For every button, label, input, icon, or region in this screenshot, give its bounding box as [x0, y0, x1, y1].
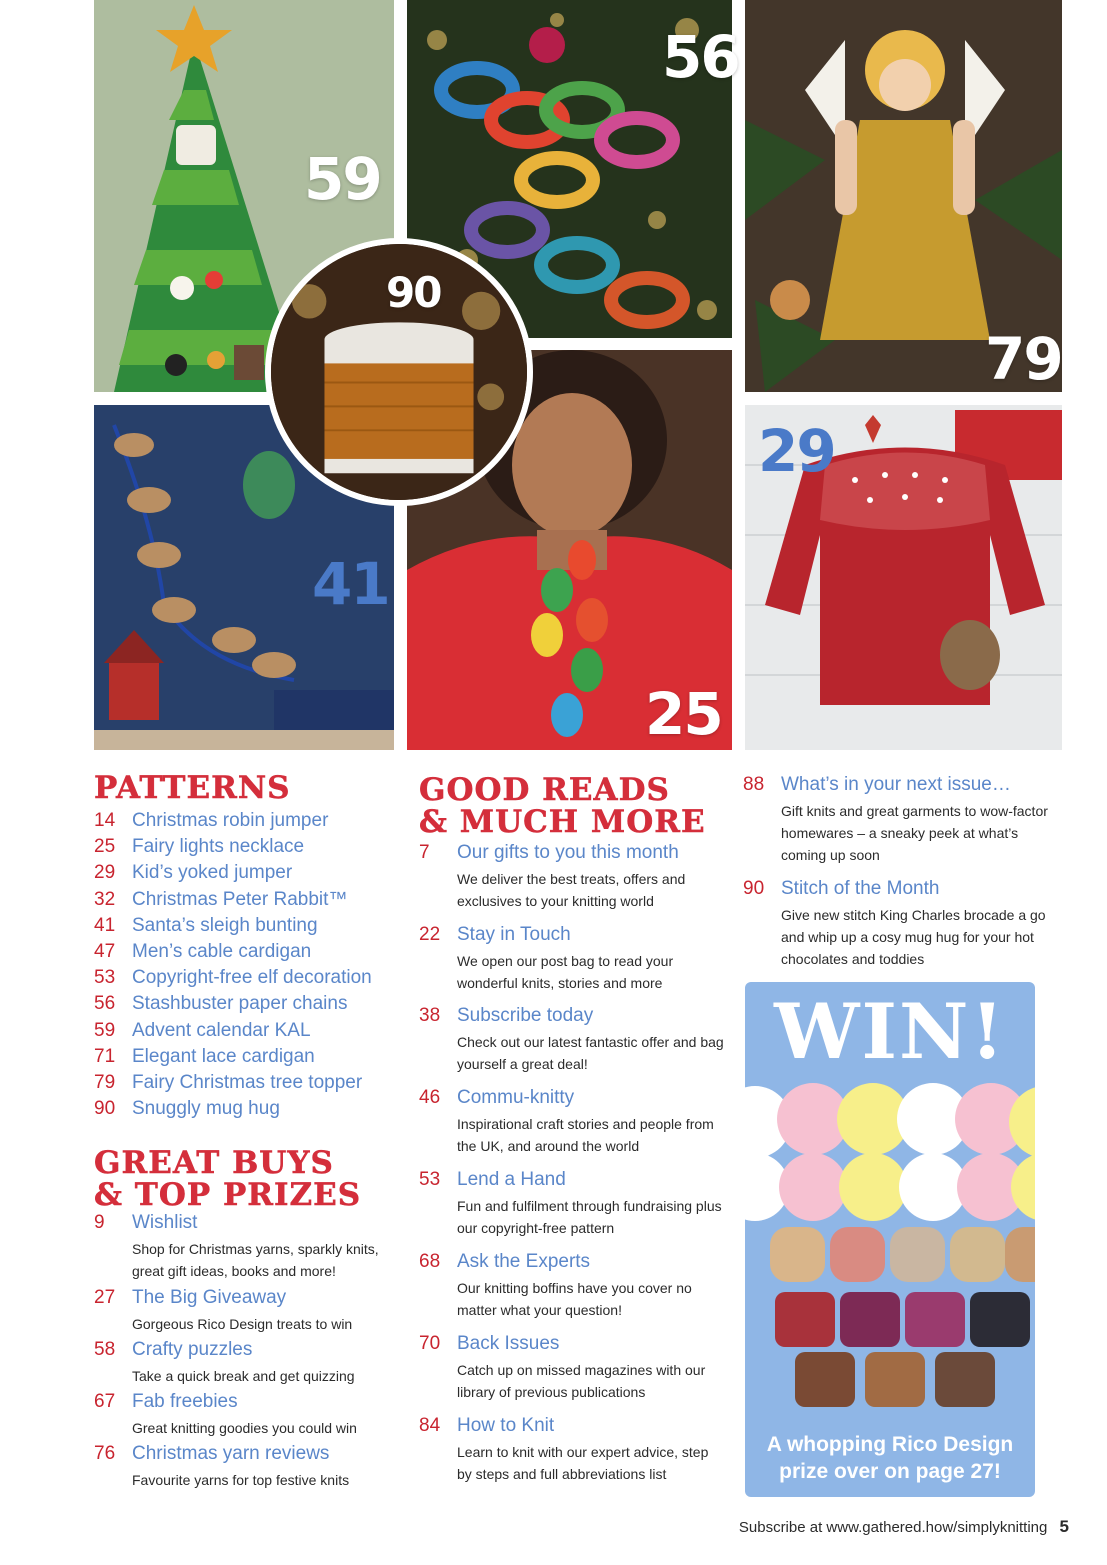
item-title: Christmas robin jumper — [132, 810, 329, 831]
item-title: Stashbuster paper chains — [132, 993, 348, 1015]
item-title: Christmas Peter Rabbit™ — [132, 888, 348, 910]
item-title: Kid’s yoked jumper — [132, 862, 293, 884]
item-description: Fun and fulfilment through fundraising plus our copyright-free pattern — [457, 1198, 722, 1236]
page-ref-number: 67 — [94, 1391, 116, 1412]
item-title: Elegant lace cardigan — [132, 1045, 315, 1067]
page-ref-number: 68 — [419, 1251, 441, 1272]
cake-yarns — [770, 1227, 1035, 1282]
page-ref-number: 53 — [94, 967, 116, 989]
item-title: Fab freebies — [132, 1391, 238, 1412]
page-number-label: 56 — [662, 23, 739, 91]
item-title: Fairy Christmas tree topper — [132, 1072, 363, 1093]
item-description: Inspirational craft stories and people from the UK, and around the world — [457, 1116, 714, 1154]
pompon-yarns — [745, 1083, 1035, 1221]
item-title: Lend a Hand — [457, 1169, 566, 1190]
item-description: We open our post bag to read your wonderful knits, stories and more — [457, 953, 674, 991]
item-title: Christmas yarn reviews — [132, 1443, 330, 1464]
page-number-label: 90 — [386, 268, 441, 317]
win-caption-line2: prize over on page 27! — [779, 1460, 1001, 1483]
page-ref-number: 32 — [94, 888, 116, 910]
item-description: Take a quick break and get quizzing — [132, 1368, 355, 1384]
item-description: We deliver the best treats, offers and exclusives to your knitting world — [457, 871, 686, 909]
item-title: Stitch of the Month — [781, 878, 940, 899]
page-ref-number: 88 — [743, 774, 765, 795]
page-ref-number: 41 — [94, 914, 116, 936]
good-reads-heading — [419, 774, 706, 838]
page-number-label: 59 — [304, 145, 381, 213]
item-description: Gorgeous Rico Design treats to win — [132, 1316, 353, 1332]
page-ref-number: 58 — [94, 1339, 116, 1360]
page-ref-number: 53 — [419, 1169, 441, 1190]
subscribe-link[interactable]: Subscribe at www.gathered.how/simplyknitting — [738, 1519, 1048, 1536]
item-title: Commu-knitty — [457, 1087, 575, 1108]
page-ref-number: 22 — [419, 924, 441, 945]
page-ref-number: 84 — [419, 1415, 441, 1436]
great-buys-heading-line1: GREAT BUYS — [94, 1145, 334, 1181]
win-caption — [745, 1431, 1035, 1485]
item-description: Great knitting goodies you could win — [132, 1420, 357, 1436]
item-title: Ask the Experts — [457, 1251, 591, 1272]
item-description: Our knitting boffins have you cover no matter what your question! — [457, 1280, 692, 1318]
page-ref-number: 14 — [94, 810, 116, 831]
footer — [739, 1517, 1069, 1537]
page-ref-number: 76 — [94, 1443, 116, 1464]
win-caption-line1: A whopping Rico Design — [766, 1433, 1014, 1456]
item-description: Favourite yarns for top festive knits — [132, 1472, 350, 1488]
yarn-prize-illustration — [745, 1077, 1035, 1407]
good-reads-heading-line1: GOOD READS — [419, 772, 670, 808]
great-buys-heading-line2: & TOP PRIZES — [94, 1177, 362, 1213]
page-ref-number: 79 — [94, 1072, 116, 1093]
page-ref-number: 90 — [94, 1098, 116, 1120]
item-title: Subscribe today — [457, 1005, 594, 1026]
item-description: Catch up on missed magazines with our library of previous publications — [457, 1362, 706, 1400]
item-title: How to Knit — [457, 1415, 555, 1436]
patterns-heading: PATTERNS — [94, 770, 291, 806]
item-description: Give new stitch King Charles brocade a go and whip up a cosy mug hug for your hot chocolates and toddies — [781, 907, 1046, 967]
item-title: Wishlist — [132, 1212, 198, 1233]
page-number-label: 41 — [312, 550, 389, 618]
page-ref-number: 46 — [419, 1087, 441, 1108]
page-ref-number: 59 — [94, 1019, 116, 1041]
page-ref-number: 7 — [419, 842, 430, 863]
item-description: Gift knits and great garments to wow-factor homewares – a sneaky peek at what’s coming up soon — [781, 803, 1048, 863]
item-title: Santa’s sleigh bunting — [132, 914, 318, 936]
page-ref-number: 27 — [94, 1287, 116, 1308]
page-ref-number: 29 — [94, 862, 116, 884]
item-title: Crafty puzzles — [132, 1339, 253, 1360]
item-title: Back Issues — [457, 1333, 560, 1354]
item-description: Shop for Christmas yarns, sparkly knits, great gift ideas, books and more! — [132, 1241, 379, 1279]
item-description: Check out our latest fantastic offer and bag yourself a great deal! — [457, 1034, 724, 1072]
item-title: Advent calendar KAL — [132, 1019, 311, 1041]
melange-yarns — [775, 1292, 1030, 1407]
page-ref-number: 71 — [94, 1045, 116, 1067]
win-prize-box — [745, 982, 1035, 1497]
win-title: WIN! — [774, 987, 1006, 1076]
page-ref-number: 90 — [743, 878, 765, 899]
item-title: Our gifts to you this month — [457, 842, 679, 863]
page-ref-number: 56 — [94, 993, 116, 1015]
good-reads-heading-line2: & MUCH MORE — [419, 804, 706, 840]
page-number-label: 29 — [758, 417, 835, 485]
item-title: Stay in Touch — [457, 924, 571, 945]
item-title: Copyright-free elf decoration — [132, 967, 372, 989]
page-number-label: 79 — [985, 325, 1062, 393]
item-title: Snuggly mug hug — [132, 1098, 280, 1120]
item-description: Learn to knit with our expert advice, step by steps and full abbreviations list — [457, 1444, 709, 1482]
page-number: 5 — [1059, 1517, 1069, 1536]
great-buys-heading — [94, 1147, 361, 1211]
page-ref-number: 25 — [94, 836, 116, 858]
page-ref-number: 9 — [94, 1212, 105, 1233]
page-ref-number: 70 — [419, 1333, 441, 1354]
item-title: The Big Giveaway — [132, 1287, 287, 1308]
item-title: Fairy lights necklace — [132, 836, 305, 858]
page-ref-number: 47 — [94, 941, 116, 962]
page-ref-number: 38 — [419, 1005, 441, 1026]
item-title: What’s in your next issue… — [781, 774, 1011, 795]
page-number-label: 25 — [645, 680, 722, 748]
item-title: Men’s cable cardigan — [132, 941, 312, 962]
